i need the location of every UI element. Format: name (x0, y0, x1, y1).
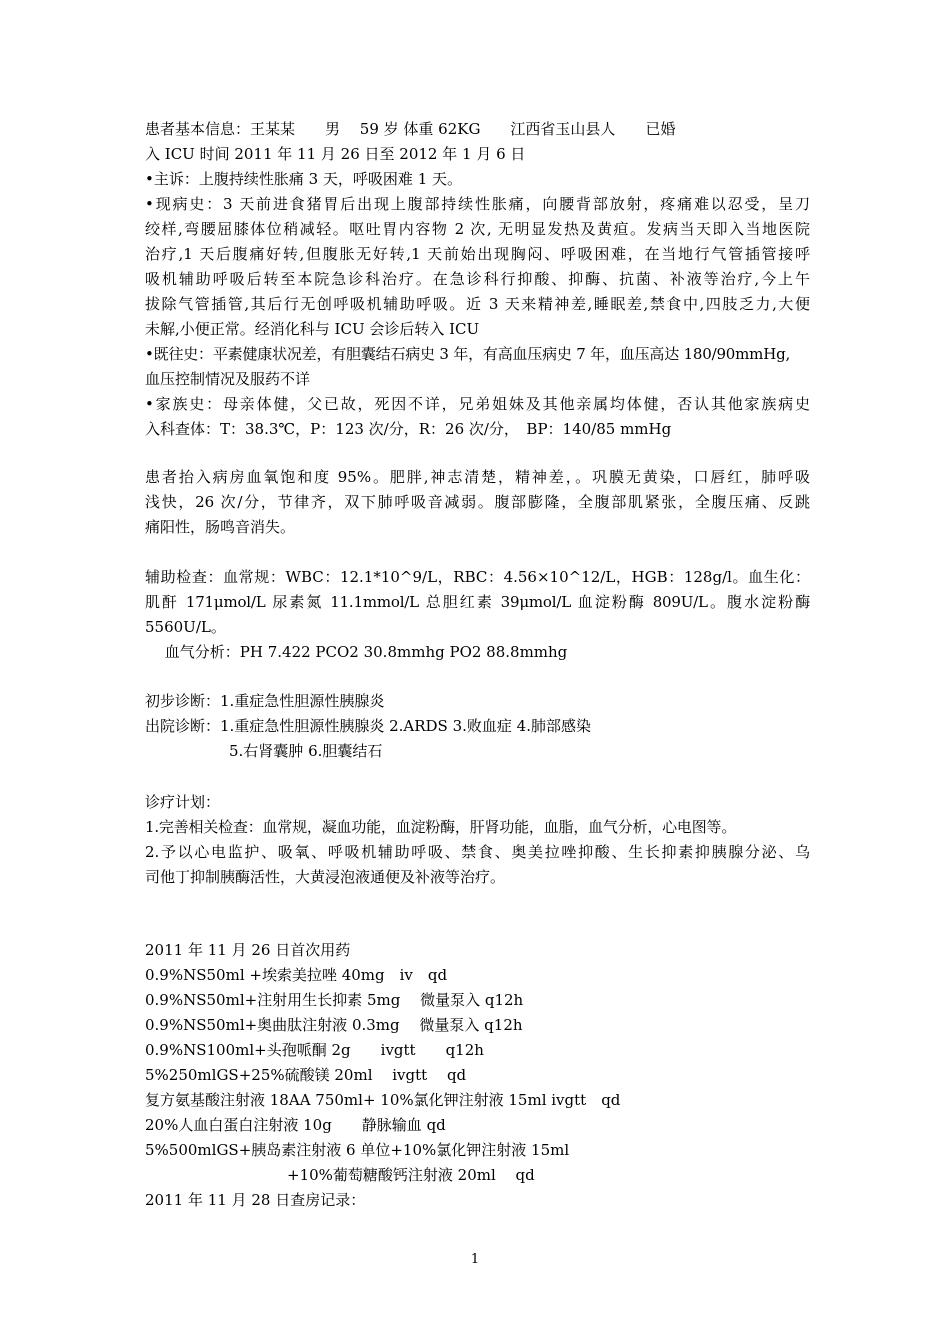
history-line: 拔除气管插管,其后行无创呼吸机辅助呼吸。近 3 天来精神差,睡眠差,禁食中,四肢乏力,大便 (145, 295, 810, 313)
medication-line: 0.9%NS100ml+头孢哌酮 2g ivgtt q12h (145, 1041, 484, 1059)
medication-line: 0.9%NS50ml+注射用生长抑素 5mg 微量泵入 q12h (145, 991, 524, 1009)
history-line: •现病史：3 天前进食猪胃后出现上腹部持续性胀痛，向腰背部放射，疼痛难以忍受，呈刀 (145, 195, 810, 213)
icu-stay-line: 入 ICU 时间 2011 年 11 月 26 日至 2012 年 1 月 6 日 (145, 145, 526, 163)
medication-line: 5%250mlGS+25%硫酸镁 20ml ivgtt qd (145, 1066, 467, 1084)
vital-signs-line: 入科查体：T：38.3℃，P：123 次/分，R：26 次/分， BP：140/85 mmHg (145, 420, 672, 438)
medication-line: 20%人血白蛋白注射液 10g 静脉输血 qd (145, 1116, 446, 1134)
lab-line: 肌酐 171μmol/L 尿素氮 11.1mmol/L 总胆红素 39μmol/L 血淀粉酶 809U/L。腹水淀粉酶 (145, 593, 810, 611)
plan-line: 2.予以心电监护、吸氧、呼吸机辅助呼吸、禁食、奥美拉唑抑酸、生长抑素抑胰腺分泌、乌 (145, 843, 810, 861)
history-line: 治疗,1 天后腹痛好转,但腹胀无好转,1 天前始出现胸闷、呼吸困难，在当地行气管插管接呼 (145, 245, 810, 263)
chief-complaint: •主诉：上腹持续性胀痛 3 天，呼吸困难 1 天。 (145, 170, 463, 188)
patient-info-line: 患者基本信息：王某某 男 59 岁 体重 62KG 江西省玉山县人 已婚 (145, 120, 676, 138)
medication-line-cont: +10%葡萄糖酸钙注射液 20ml qd (287, 1166, 535, 1184)
discharge-diagnosis: 出院诊断：1.重症急性胆源性胰腺炎 2.ARDS 3.败血症 4.肺部感染 (145, 717, 591, 735)
family-history-line: •家族史：母亲体健，父已故，死因不详，兄弟姐妹及其他亲属均体健，否认其他家族病史 (145, 395, 810, 413)
history-line: 绞样,弯腰屈膝体位稍减轻。呕吐胃内容物 2 次, 无明显发热及黄疸。发病当天即入当地医院 (145, 220, 810, 238)
past-history-line: •既往史：平素健康状况差，有胆囊结石病史 3 年，有高血压病史 7 年，血压高达 180/90mmHg, (145, 345, 791, 363)
plan-line: 司他丁抑制胰酶活性，大黄浸泡液通便及补液等治疗。 (145, 868, 506, 886)
exam-line: 浅快，26 次/分，节律齐，双下肺呼吸音减弱。腹部膨隆，全腹部肌紧张，全腹压痛、反跳 (145, 493, 810, 511)
initial-diagnosis: 初步诊断：1.重症急性胆源性胰腺炎 (145, 692, 385, 710)
ward-round-heading: 2011 年 11 月 28 日查房记录： (145, 1191, 366, 1209)
plan-line: 1.完善相关检查：血常规，凝血功能，血淀粉酶，肝肾功能，血脂，血气分析，心电图等。 (145, 818, 737, 836)
medication-heading: 2011 年 11 月 26 日首次用药 (145, 941, 351, 959)
page-number: 1 (470, 1252, 480, 1267)
medication-line: 5%500mlGS+胰岛素注射液 6 单位+10%氯化钾注射液 15ml (145, 1141, 570, 1159)
lab-line: 辅助检查：血常规：WBC：12.1*10^9/L，RBC：4.56×10^12/L，HGB：128g/l。血生化： (145, 568, 810, 586)
medication-line: 复方氨基酸注射液 18AA 750ml+ 10%氯化钾注射液 15ml ivgtt qd (145, 1091, 621, 1109)
medication-line: 0.9%NS50ml +埃索美拉唑 40mg iv qd (145, 966, 448, 984)
blood-gas-line: 血气分析：PH 7.422 PCO2 30.8mmhg PO2 88.8mmhg (145, 643, 568, 661)
discharge-diagnosis-cont: 5.右肾囊肿 6.胆囊结石 (229, 742, 383, 760)
history-line: 未解,小便正常。经消化科与 ICU 会诊后转入 ICU (145, 320, 480, 338)
medication-line: 0.9%NS50ml+奥曲肽注射液 0.3mg 微量泵入 q12h (145, 1016, 523, 1034)
exam-line: 患者抬入病房血氧饱和度 95%。肥胖,神志清楚，精神差，。巩膜无黄染，口唇红，肺呼吸 (145, 468, 810, 486)
history-line: 吸机辅助呼吸后转至本院急诊科治疗。在急诊科行抑酸、抑酶、抗菌、补液等治疗,今上午 (145, 270, 810, 288)
lab-line: 5560U/L。 (145, 618, 226, 636)
exam-line: 痛阳性，肠鸣音消失。 (145, 518, 296, 536)
plan-heading: 诊疗计划： (145, 793, 221, 811)
past-history-line: 血压控制情况及服药不详 (145, 370, 311, 388)
